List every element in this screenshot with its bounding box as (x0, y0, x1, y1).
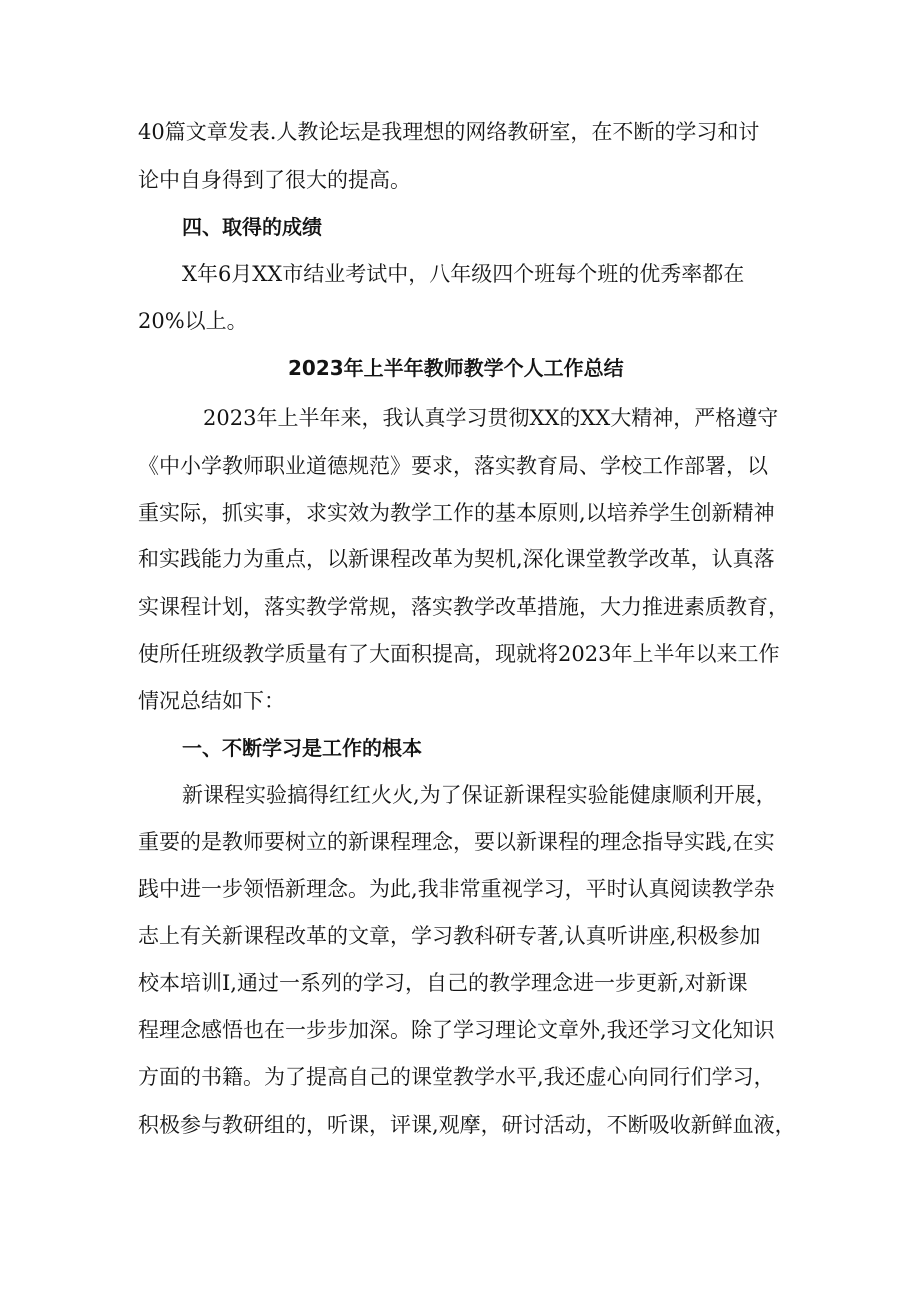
body-text-line: 重实际，抓实事，求实效为教学工作的基本原则,以培养学生创新精神 (138, 501, 775, 525)
body-text-line: 程理念感悟也在一步步加深。除了学习理论文章外,我还学习文化知识 (138, 1018, 775, 1042)
body-text-line: 志上有关新课程改革的文章，学习教科研专著,认真听讲座,积极参加 (138, 924, 761, 948)
body-text-line: 论中自身得到了很大的提高。 (138, 168, 411, 192)
body-text-line: 重要的是教师要树立的新课程理念，要以新课程的理念指导实践,在实 (138, 830, 775, 854)
body-text-line: 实课程计划，落实教学常规，落实教学改革措施，大力推进素质教育， (138, 595, 789, 619)
body-text-line: 2023年上半年来，我认真学习贯彻XX的XX大精神，严格遵守 (203, 406, 779, 430)
section-heading: 四、取得的成绩 (182, 215, 322, 239)
body-text-line: 积极参与教研组的，听课，评课,观摩，研讨活动，不断吸收新鲜血液， (138, 1113, 796, 1137)
body-text-line: 40篇文章发表.人教论坛是我理想的网络教研室，在不断的学习和讨 (138, 120, 760, 144)
body-text-line: 方面的书籍。为了提高自己的课堂教学水平,我还虚心向同行们学习， (138, 1065, 775, 1089)
section-heading: 一、不断学习是工作的根本 (182, 736, 422, 760)
body-text-line: 使所任班级教学质量有了大面积提高，现就将2023年上半年以来工作 (138, 642, 780, 666)
document-title: 2023年上半年教师教学个人工作总结 (288, 356, 624, 380)
body-text-line: 践中进一步领悟新理念。为此,我非常重视学习，平时认真阅读教学杂 (138, 877, 775, 901)
body-text-line: 新课程实验搞得红红火火,为了保证新课程实验能健康顺利开展， (182, 783, 777, 807)
body-text-line: 和实践能力为重点，以新课程改革为契机,深化课堂教学改革，认真落 (138, 547, 775, 571)
body-text-line: 20%以上。 (138, 309, 248, 333)
body-text-line: 校本培训I,通过一系列的学习，自己的教学理念进一步更新,对新课 (138, 971, 748, 995)
body-text-line: 《中小学教师职业道德规范》要求，落实教育局、学校工作部署，以 (138, 454, 768, 478)
body-text-line: 情况总结如下： (138, 689, 285, 713)
body-text-line: X年6月XX市结业考试中，八年级四个班每个班的优秀率都在 (182, 262, 745, 286)
